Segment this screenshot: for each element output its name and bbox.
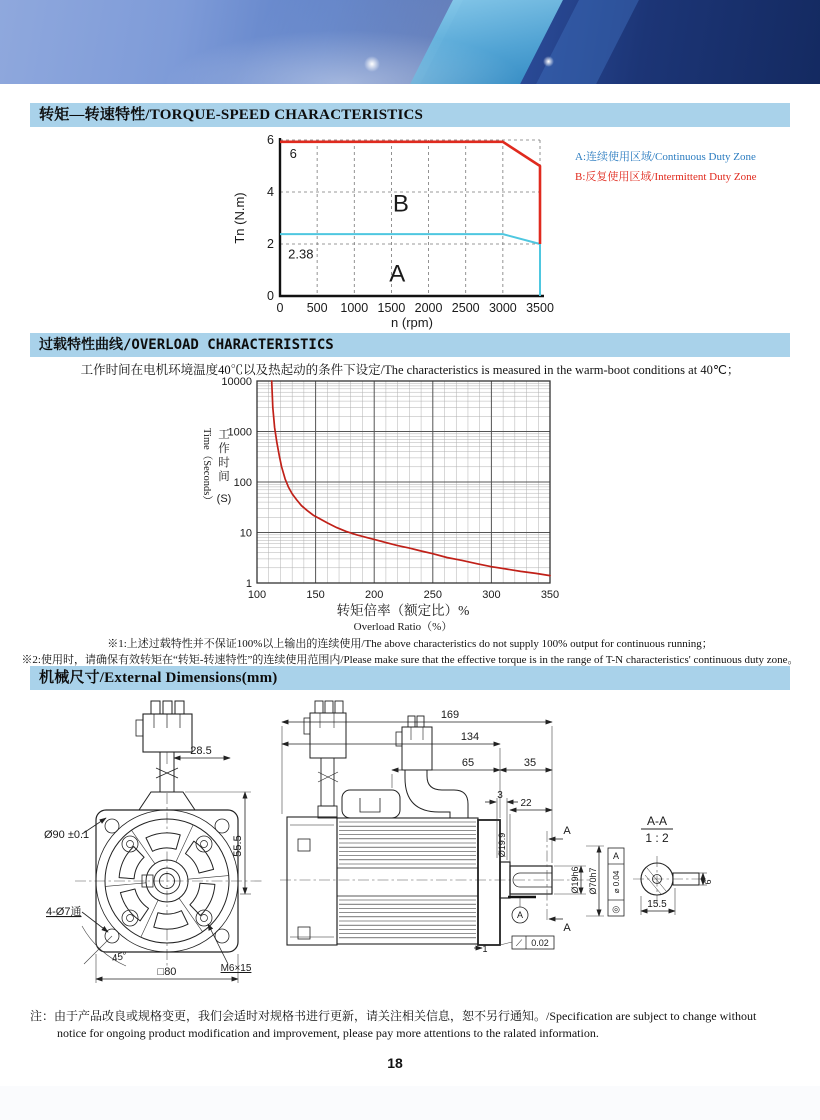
- dimension-label: 22: [520, 798, 532, 809]
- dimension-label: 4-Ø7通: [46, 906, 82, 918]
- footer-note-prefix: 注：: [30, 1009, 55, 1023]
- dimension-label: 35: [523, 757, 537, 769]
- svg-text:Overload Ratio（%）: Overload Ratio（%）: [353, 621, 453, 633]
- section-title-overload: 过载特性曲线/OVERLOAD CHARACTERISTICS: [30, 333, 790, 357]
- footer-note: [30, 1008, 783, 1043]
- section-title-torque-speed: 转矩—转速特性/TORQUE-SPEED CHARACTERISTICS: [30, 103, 790, 127]
- dimension-label: ⌀ 0.04: [612, 870, 621, 894]
- dimension-label: 3: [497, 790, 503, 801]
- dimension-label: 169: [440, 709, 460, 721]
- section-title-dimensions: 机械尺寸/External Dimensions(mm): [30, 666, 790, 690]
- svg-text:2: 2: [267, 237, 274, 251]
- dimension-label: ◎: [612, 904, 620, 914]
- svg-text:转矩倍率（额定比）%: 转矩倍率（额定比）%: [336, 603, 470, 618]
- svg-text:0: 0: [267, 289, 274, 303]
- svg-text:3000: 3000: [488, 301, 517, 315]
- svg-text:(S): (S): [216, 493, 232, 505]
- banner-dot: [543, 56, 554, 67]
- svg-text:1000: 1000: [227, 426, 252, 439]
- dimension-label: 45°: [110, 950, 129, 965]
- overload-chart: [180, 372, 600, 634]
- dimension-label: 28.5: [190, 745, 212, 757]
- dimension-label: A-A: [646, 814, 668, 828]
- svg-text:Tn (N.m): Tn (N.m): [232, 192, 247, 244]
- dimension-label: 1 : 2: [645, 831, 669, 845]
- dimension-label: A: [612, 851, 620, 861]
- svg-text:2500: 2500: [451, 301, 480, 315]
- dimension-label: 65: [461, 757, 475, 769]
- footer-note-text: 由于产品改良或规格变更，我们会适时对规格书进行更新，请关注相关信息，恕不另行通知。/Specification are subject to change without notice for ongoing product modification and improvement, please pay more attentions to the ralated information.: [54, 1009, 757, 1041]
- svg-text:500: 500: [306, 301, 328, 315]
- dimension-label: 15.5: [647, 899, 667, 910]
- svg-text:0: 0: [276, 301, 284, 315]
- svg-text:B: B: [392, 190, 409, 218]
- dimension-label: M6×15: [220, 963, 252, 974]
- duty-zone-legend: [575, 147, 756, 187]
- svg-text:1500: 1500: [377, 301, 406, 315]
- svg-text:300: 300: [482, 589, 501, 601]
- svg-text:250: 250: [423, 589, 442, 601]
- svg-text:Time（Seconds）: Time（Seconds）: [201, 428, 212, 506]
- svg-text:2000: 2000: [414, 301, 443, 315]
- svg-text:n (rpm): n (rpm): [391, 315, 433, 330]
- overload-note-1: ※1:上述过载特性并不保证100%以上输出的连续使用/The above characteristics do not supply 100% output for continuous running；: [107, 638, 713, 650]
- svg-text:3500: 3500: [526, 301, 554, 315]
- side-view: [280, 701, 624, 949]
- svg-text:1000: 1000: [340, 301, 369, 315]
- svg-text:100: 100: [233, 477, 252, 489]
- legend-intermittent-duty: B:反复使用区域/Intermittent Duty Zone: [575, 171, 757, 183]
- dimension-label: Ø19.9: [497, 832, 507, 858]
- banner-glow: [0, 0, 820, 84]
- svg-text:间: 间: [218, 471, 230, 483]
- banner-dot: [364, 56, 380, 72]
- section-A-A: [633, 829, 707, 915]
- external-dimensions-drawing: [30, 698, 810, 998]
- header-banner: [0, 0, 820, 84]
- svg-text:6: 6: [289, 146, 297, 162]
- dimension-label: 55.5: [232, 835, 244, 857]
- svg-text:作: 作: [218, 443, 230, 455]
- svg-text:6: 6: [267, 133, 274, 147]
- svg-text:时: 时: [218, 457, 230, 469]
- svg-text:2.38: 2.38: [288, 246, 314, 262]
- svg-text:350: 350: [540, 589, 560, 601]
- svg-text:100: 100: [247, 589, 267, 601]
- dimension-label: A: [563, 825, 571, 837]
- dimension-label: Ø70h7: [588, 867, 598, 895]
- dimension-label: Ø90 ±0.1: [44, 829, 90, 841]
- dimension-label: 1: [482, 944, 488, 954]
- torque-speed-chart: [230, 130, 570, 330]
- dimension-label: 134: [460, 731, 480, 743]
- svg-text:200: 200: [365, 589, 384, 601]
- dimension-label: 0.02: [531, 938, 549, 948]
- dimension-label: 6: [703, 879, 713, 885]
- svg-text:10000: 10000: [221, 376, 252, 388]
- dimension-label: ⟋: [515, 938, 523, 948]
- dimension-label: A: [516, 910, 524, 920]
- dimension-label: □80: [157, 966, 177, 978]
- svg-text:150: 150: [306, 589, 325, 601]
- svg-text:1: 1: [245, 578, 252, 590]
- overload-note-2: ※2:使用时，请确保有效转矩在“转矩-转速特性”的连续使用范围内/Please make sure that the effective torque is in the range of T-N characteristics' continuous duty zone。: [21, 654, 799, 666]
- page-number: 18: [387, 1055, 403, 1071]
- dimension-label: A: [563, 922, 571, 934]
- svg-text:10: 10: [239, 527, 252, 540]
- legend-continuous-duty: A:连续使用区域/Continuous Duty Zone: [575, 151, 756, 163]
- svg-text:工: 工: [218, 429, 230, 441]
- test-condition-note: 工作时间在电机环境温度40℃以及热起动的条件下设定/The characteristics is measured in the warm-boot conditions at 40℃；: [80, 363, 740, 377]
- svg-text:4: 4: [267, 185, 274, 199]
- dimension-label: Ø19h6: [570, 866, 580, 894]
- footer-band: [0, 1086, 820, 1120]
- svg-text:A: A: [389, 260, 406, 288]
